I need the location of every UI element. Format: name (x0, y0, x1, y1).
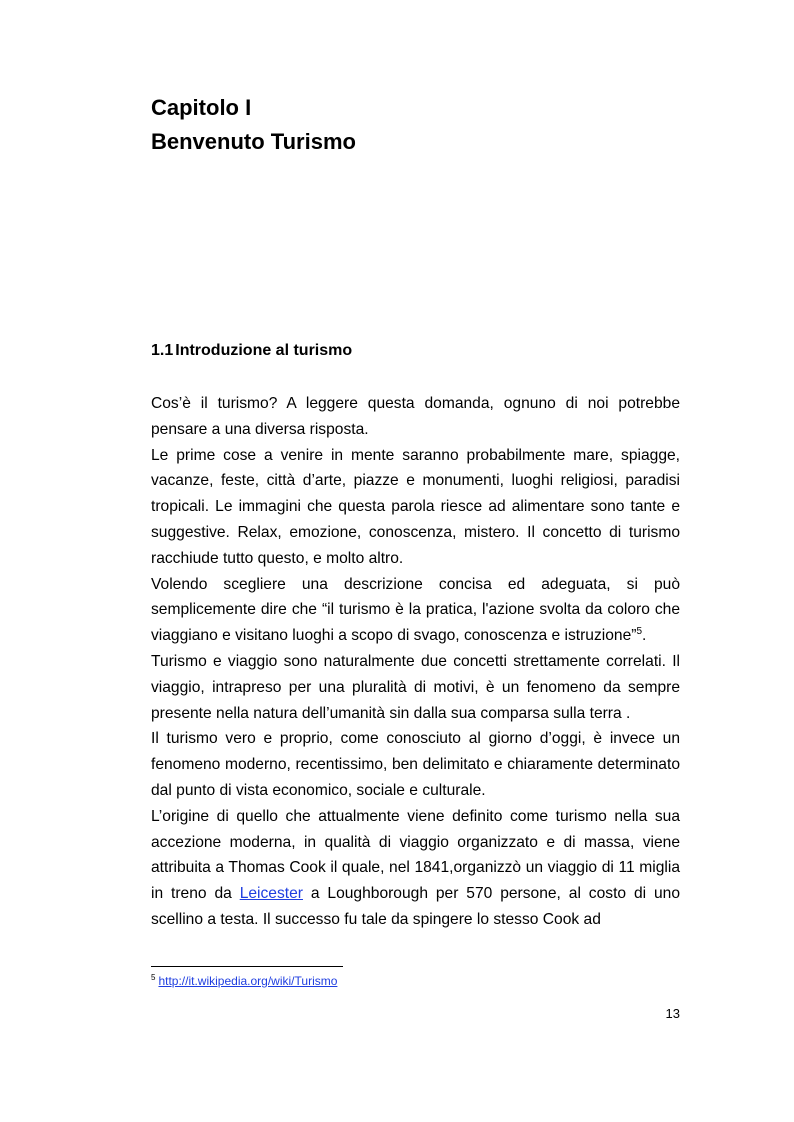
footnote-number: 5 (151, 973, 156, 982)
leicester-link[interactable]: Leicester (239, 885, 303, 903)
footnote-reference[interactable]: 5 (636, 625, 643, 637)
section-title: Introduzione al turismo (175, 342, 353, 359)
body-text (151, 391, 680, 933)
paragraph: Cos’è il turismo? A leggere questa domanda, ognuno di noi potrebbe pensare a una diversa risposta. (151, 395, 680, 438)
section-heading (151, 342, 352, 360)
paragraph-text: L’origine di quello che attualmente viene definito come turismo nella sua accezione moderna, in qualità di viaggio organizzato e di massa, viene attribuita a Thomas Cook il quale, nel 1841,organizzò un viaggio di 11 miglia in treno da (151, 807, 680, 903)
section-number: 1.1 (151, 342, 174, 359)
footnote-link[interactable]: http://it.wikipedia.org/wiki/Turismo (158, 974, 338, 988)
paragraph-text: Volendo scegliere una descrizione concisa ed adeguata, si può semplicemente dire che “il turismo è la pratica, l'azione svolta da coloro che viaggiano e visitano luoghi a scopo di svago, conoscenza e istruzione” (151, 575, 680, 645)
page-number: 13 (665, 1006, 680, 1021)
paragraph: Il turismo vero e proprio, come conosciuto al giorno d’oggi, è invece un fenomeno moderno, recentissimo, ben delimitato e chiaramente determinato dal punto di vista economico, sociale e culturale. (151, 730, 680, 799)
paragraph: Turismo e viaggio sono naturalmente due concetti strettamente correlati. Il viaggio, intrapreso per una pluralità di motivi, è un fenomeno da sempre presente nella natura dell’umanità sin dalla sua comparsa sulla terra . (151, 652, 680, 722)
chapter-label: Capitolo I (151, 95, 252, 120)
paragraph-text: a Loughborough per 570 persone, al costo di uno scellino a testa. Il successo fu tale da spingere lo stesso Cook ad (151, 885, 680, 928)
paragraph: Le prime cose a venire in mente saranno probabilmente mare, spiagge, vacanze, feste, città d’arte, piazze e monumenti, luoghi religiosi, paradisi tropicali. Le immagini che questa parola riesce ad alimentare sono tante e suggestive. Relax, emozione, conoscenza, mistero. Il concetto di turismo racchiude tutto questo, e molto altro. (151, 446, 680, 567)
paragraph-end: . (642, 627, 647, 645)
paragraph (151, 804, 680, 933)
footnote-divider (151, 966, 343, 967)
chapter-title: Benvenuto Turismo (151, 129, 356, 154)
footnote (151, 972, 337, 990)
chapter-heading (151, 91, 691, 159)
paragraph (151, 572, 680, 649)
